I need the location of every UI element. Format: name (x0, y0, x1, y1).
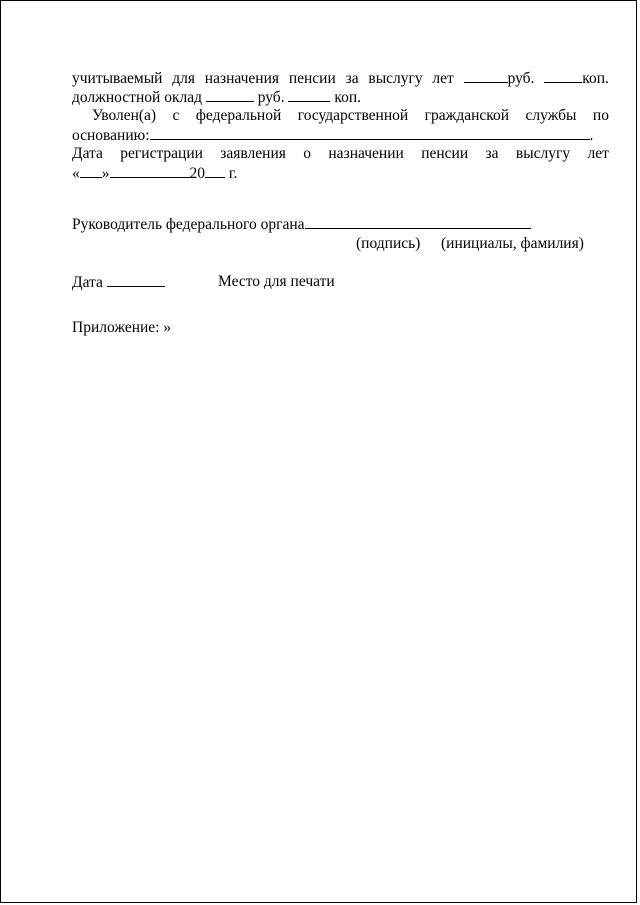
year-prefix: 20 (189, 165, 205, 182)
word: для (172, 70, 195, 87)
stamp-place: Место для печати (218, 273, 335, 290)
blank-underline (464, 69, 508, 83)
rub-label: руб. (507, 70, 535, 87)
word: лет (432, 70, 454, 87)
rub-field (464, 69, 535, 88)
name-caption: (инициалы, фамилия) (441, 235, 584, 252)
word: оклад (164, 89, 202, 106)
sign-caption: (подпись) (356, 235, 421, 252)
text-line-1 (72, 69, 609, 88)
blank-underline (544, 69, 582, 83)
close-quote: » (101, 165, 110, 182)
word: пенсии (288, 70, 336, 87)
word: пенсии (421, 145, 469, 162)
word: назначении (328, 145, 404, 162)
rub-label: руб. (257, 89, 285, 106)
signature-underline (305, 215, 385, 229)
blank-underline (206, 88, 254, 102)
text-line-2 (72, 88, 609, 107)
name-underline (385, 215, 531, 229)
word: с (172, 107, 180, 124)
basis-underline (150, 126, 590, 140)
word: выслугу (368, 70, 423, 87)
word: лет (587, 145, 609, 162)
word: за (485, 145, 499, 162)
word: Уволен(а) (92, 107, 157, 124)
open-quote: « (72, 165, 80, 182)
kop-label: коп. (582, 70, 609, 87)
word: по (592, 107, 609, 124)
text-line-3 (92, 107, 609, 125)
head-label: Руководитель федерального органа (72, 216, 305, 233)
date-line (72, 273, 165, 292)
month-underline (110, 164, 190, 178)
text-line-6 (72, 164, 609, 183)
date-label: Дата (72, 274, 103, 291)
year-suffix: г. (228, 165, 238, 182)
text-line-5 (72, 145, 609, 163)
year-underline (205, 164, 225, 178)
word: государственной (297, 107, 409, 124)
word: за (345, 70, 359, 87)
word: должностной (72, 89, 161, 106)
word: основанию: (72, 127, 150, 144)
signature-line (72, 215, 385, 234)
kop-field (544, 69, 609, 88)
word: службы (525, 107, 577, 124)
word: о (303, 145, 312, 162)
word: заявления (220, 145, 286, 162)
word: выслугу (515, 145, 571, 162)
date-underline (107, 273, 165, 287)
kop-label: коп. (334, 89, 361, 106)
day-underline (80, 164, 102, 178)
period: . (589, 127, 594, 144)
word: федеральной (195, 107, 282, 124)
word: гражданской (424, 107, 510, 124)
text-line-4 (72, 126, 609, 145)
blank-underline (288, 88, 330, 102)
word: регистрации (120, 145, 203, 162)
name-underline-wrap (385, 215, 531, 234)
word: Дата (72, 145, 103, 162)
word: назначения (204, 70, 280, 87)
appendix-label: Приложение: » (72, 319, 172, 336)
word: учитываемый (72, 70, 163, 87)
